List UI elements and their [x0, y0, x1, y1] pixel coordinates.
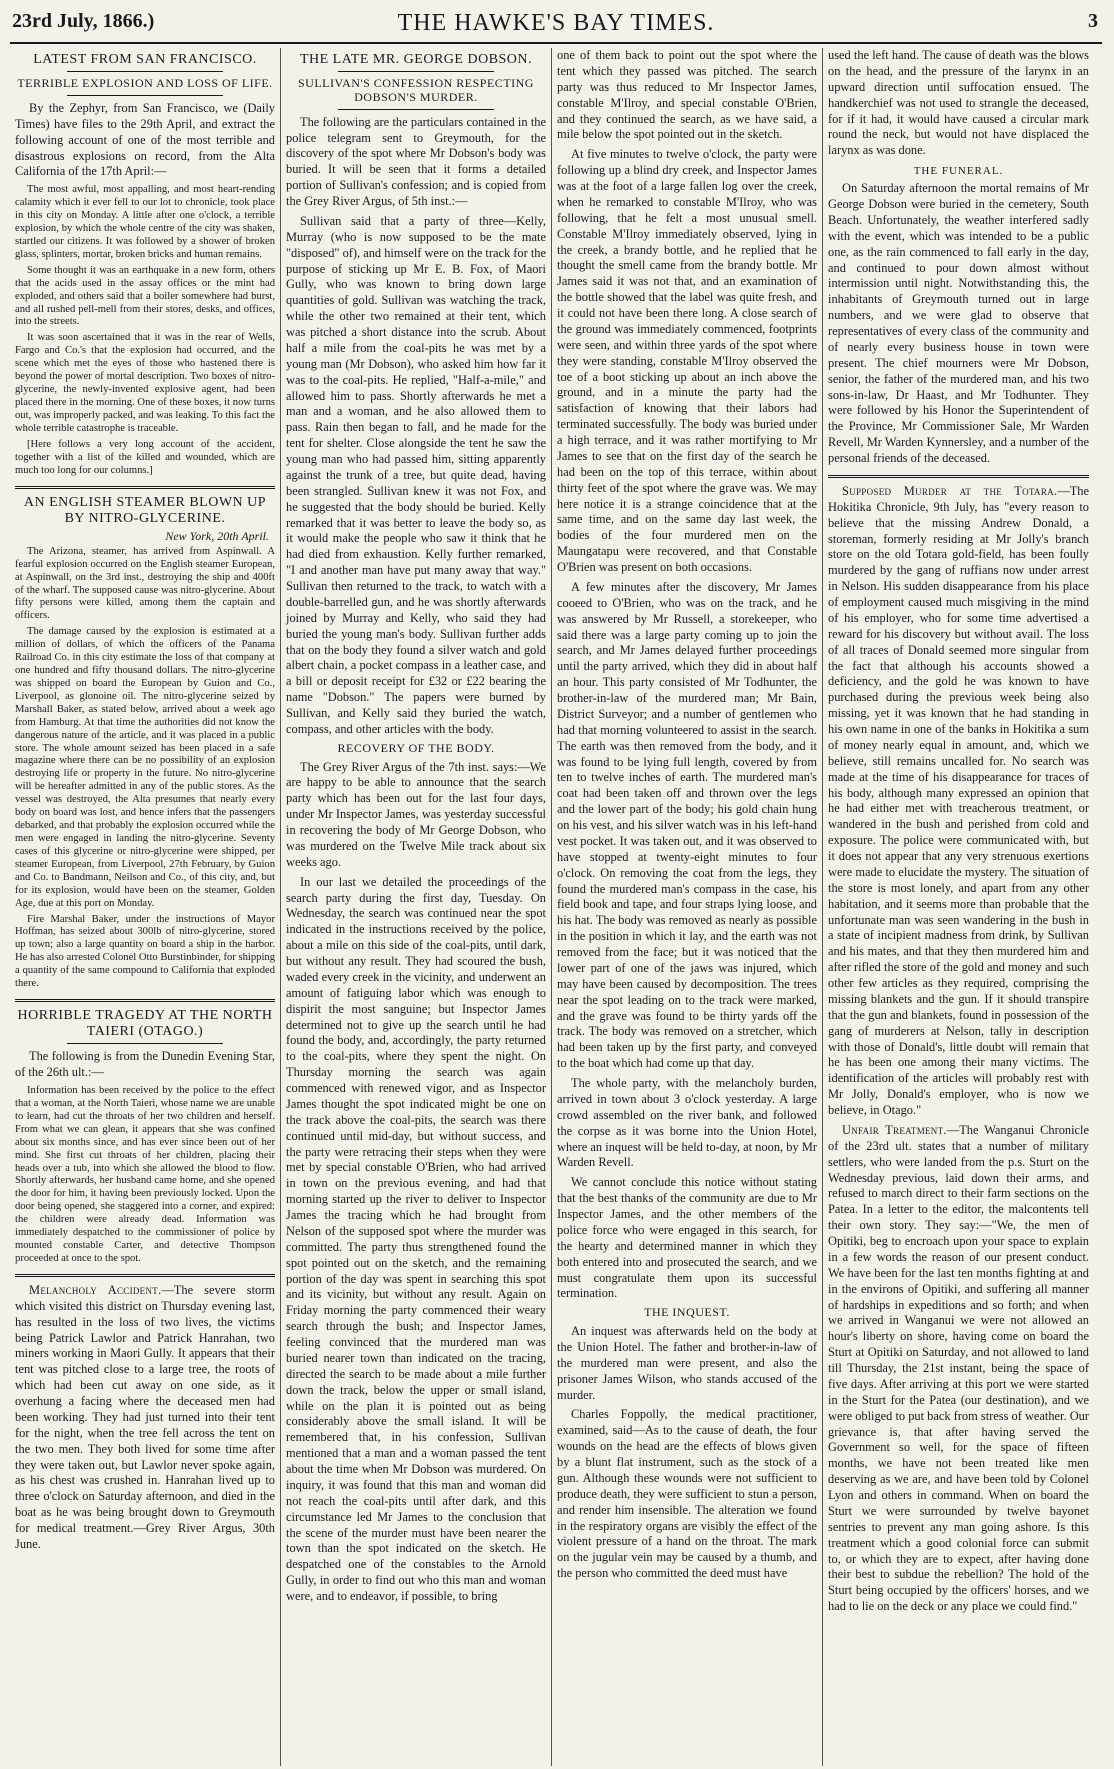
- article-paragraph: A few minutes after the discovery, Mr James cooeed to O'Brien, who was on the track, and he was answered by Mr Russell, a storekeeper, who said there was a large party coming up to join the search, and Mr James delayed further proceedings until the party arrived, which they did in about half an hour. This party consisted of Mr Todhunter, the brother-in-law of the murdered man; Mr Bain, District Surveyor; and a number of gentlemen who had that morning volunteered to assist in the search. The earth was then removed from the body, and it was found to be lying full length, covered by from ten to twelve inches of earth. The murdered man's coat had been taken off and thrown over the legs and the lower part of the body; his gold chain hung on his vest, and his silver watch was in his left-hand vest pocket. It was taken out, and it was observed to have stopped at twenty-eight minutes to four o'clock. On removing the coat from the legs, they found the murdered man's compass in the case, his field book and tape, and four straps lying loose, and his hat. The body was removed as nearly as possible in the position in which it lay, and the earth was not removed from the face; but it was noticed that the lower part of one of the jaws was injured, which may have been caused by decomposition. The trees near the spot leading on to the track were marked, and the grave was found to be thirty yards off the track. The body was removed on a stretcher, which had been taken up by the first party, and conveyed to the boat which had come up that day.: [557, 579, 817, 1071]
- column-2: [281, 48, 552, 1766]
- columns: [10, 48, 1102, 1766]
- masthead: [10, 8, 1102, 44]
- paragraph-text: —The Hokitika Chronicle, 9th July, has "every reason to believe that the missing Andrew Donald, a storeman, formerly residing at Mr Jolly's branch store on the old Totara gold-field, has been foully murdered by the gang of ruffians now under arrest in Nelson. His sudden disappearance from his place of employment caused much misgiving in the mind of his employer, who for some time advertised a reward for his discovery but without avail. The loss of all traces of Donald seemed more singular from the fact that although his accounts showed a deficiency, and the gold he was known to have purchased during the previous week being also missing, yet it was known that he had standing in his own name in one of the banks in Hokitika a sum of money nearly equal in amount, and, which we believe, still remains uncalled for. No search was made at the time of his disappearance for traces of his body, although many expressed an opinion that he had either met with treacherous treatment, or wandered in the bush and perished from cold and exposure. The police were communicated with, but it does not appear that any very strenuous exertions were made to elucidate the mystery. The situation of the store is most lonely, and apart from any other habitation, and it seems more than probable that the unfortunate man was seen wandering in the bush in a state of incipient madness from drink, by Sullivan and his mates, and that they then murdered him and after rifled the store of the gold and money and such other few articles as they required, comprising the missing blankets and the gun. If it should transpire that the gun and blankets, found in possession of the gang of murderers at Nelson, tally in description with those of Donald's, little doubt will remain that he has been one among their many victims. The identification of the articles will probably rest with Mr Jolly, Donald's employer, who is now we believe, in Otago.": [828, 483, 1089, 1117]
- article-paragraph: Some thought it was an earthquake in a new form, others that the acids used in the assay offices or the mint had exploded, and others said that a boiler somewhere had burst, and all rushed pell-mell from their stores, desks, and offices, into the streets.: [15, 264, 275, 328]
- section-divider: [15, 999, 275, 1002]
- divider: [338, 71, 494, 72]
- article-paragraph: used the left hand. The cause of death was the blows on the head, and the pressure of the larynx in an upward direction until suffocation ensued. The handkerchief was not used to strangle the deceased, for if it had, it would have caused a circular mark round the neck, but would not have displaced the larynx as was done.: [828, 48, 1089, 158]
- section-divider: [15, 486, 275, 489]
- paragraph-text: —The severe storm which visited this district on Thursday evening last, has resulted in the loss of two lives, the victims being Patrick Lawlor and Patrick Hanrahan, two miners working in Maori Gully. It appears that their tent was pitched close to a large tree, the roots of which had been cut away on one side, as it overhung a facing where the deceased men had been working. They had just turned into their tent for the night, when the tree fell across the tent on the two men. They both lived for some time after they were taken out, but Lawlor never spoke again, as his chest was crushed in. Hanrahan lived up to three o'clock on Saturday afternoon, and died in the boat as he was being brought down to Greymouth for medical treatment.—Grey River Argus, 30th June.: [15, 1282, 275, 1551]
- run-in-head: Unfair Treatment.: [842, 1122, 947, 1137]
- article-paragraph: We cannot conclude this notice without stating that the best thanks of the community are due to Mr Inspector James, and the other members of the police force who were engaged in this search, for the hearty and determined manner in which they both entered into and prosecuted the search, and we must congratulate them upon its successful termination.: [557, 1175, 817, 1301]
- divider: [338, 109, 494, 110]
- run-in-head: Melancholy Accident.: [29, 1282, 162, 1297]
- divider: [67, 71, 223, 72]
- subheadline-funeral-wrap: [828, 165, 1089, 177]
- article-paragraph: The following is from the Dunedin Evening Star, of the 26th ult.:—: [15, 1049, 275, 1080]
- article-paragraph: Charles Foppolly, the medical practitioner, examined, said—As to the cause of death, the four wounds on the head are the effects of blows given by a blunt flat instrument, such as the stock of a gun. Although these wounds were not sufficient to produce death, they were sufficient to stun a person, and render him insensible. The alteration we found in the respiratory organs are visibly the effect of the violent pressure of a hand on the throat. The mark on the jugular vein may be caused by a thumb, and the person who committed the deed must have: [557, 1407, 817, 1581]
- divider: [67, 95, 223, 96]
- article-paragraph: On Saturday afternoon the mortal remains of Mr George Dobson were buried in the cemetery, South Beach. Unfortunately, the weather interfered sadly with the event, which was intended to be a public one, as the rain commenced to fall early in the day, and continued to pour down almost without intermission until night. Notwithstanding this, the inhabitants of Greymouth turned out in large numbers, and we were glad to observe that representatives of every class of the community and of nearly every business house in town were present. The chief mourners were Mr Dobson, senior, the father of the murdered man, and his two sons-in-law, Dr Haast, and Mr Todhunter. They were followed by his Honor the Superintendent of the Province, Mr Commissioner Sale, Mr Warden Revell, Mr Warden Kynnersley, and a number of the personal friends of the deceased.: [828, 181, 1089, 465]
- article-paragraph: Fire Marshal Baker, under the instructions of Mayor Hoffman, has seized about 300lb of nitro-glycerine, stored up town; also a large quantity on board a ship in the harbor. He has also arrested Colonel Otto Burstinbinder, for shipping a quantity of the same compound to California that exploded there.: [15, 913, 275, 990]
- headline-north-taieri: HORRIBLE TRAGEDY AT THE NORTH TAIERI (OTAGO.): [17, 1008, 273, 1040]
- subheadline-funeral: THE FUNERAL.: [913, 165, 1004, 178]
- article-paragraph: At five minutes to twelve o'clock, the party were following up a blind dry creek, and Inspector James was at the foot of a large fallen log over the creek, when he remarked to constable M'Ilroy, who was following, that he felt a most unusual smell. Constable M'Ilroy immediately observed, lying in the creek, a brandy bottle, and he replied that he thought the smell came from the brandy bottle. Mr James said it was not that, and an examination of the bottle showed that the label was quite fresh, and it could not have been there long. A close search of the ground was immediately commenced, footprints were seen, and within three yards of the spot where they were standing, constable M'Ilroy observed the toe of a boot sticking up about an inch above the ground, and in a minute the party had the satisfaction of knowing that their labors had terminated successfully. The body was buried under a high terrace, and it was rather mortifying to Mr James to see that on the first day of the search he had been on the top of this terrace, within about thirty feet of the spot where the grave was. We may here notice it is a strange coincidence that at the same time, and on the same day last week, the bodies of the four murdered men on the Maungatapu were recovered, and that Constable O'Brien was present on both occasions.: [557, 147, 817, 574]
- article-paragraph: In our last we detailed the proceedings of the search party during the first day, Tuesday. On Wednesday, the search was continued near the spot indicated in the instructions received by the police, about a mile on this side of the coal-pits, until dark, but without any result. They had scoured the bush, waded every creek in the vicinity, and underwent an amount of fatiguing labor which was enough to dispirit the most sanguine; but Inspector James determined not to give up the search until he had found the body, and, accordingly, the party returned to the coal-pits, where they spent the night. On Thursday morning the search was again commenced with renewed vigor, and as Inspector James thought the spot indicated might be one on the track above the coal-pits, the search was there continued until mid-day, but without success, and the party were retracing their steps when they were met by special constable O'Brien, who had arrived in town on the previous evening, and had that morning started up the river to deliver to Inspector James the tracing which he had brought from Nelson of the supposed spot where the murder was committed. The party thus strengthened found the spot pointed out on the sketch, and the remaining portion of the day was spent in searching this spot and its vicinity, but without any result. Again on Friday morning the party commenced their weary search through the bush; and Inspector James, feeling convinced that the murdered man was buried nearer town than indicated on the tracing, directed the search to be made about a mile further down the track, below the upper or small island, while on the plan it is pointed out as being considerably above the small island. It will be remembered that, in his confession, Sullivan mentioned that a man and a woman passed the tent about the time when Mr Dobson was murdered. On inquiry, it was found that this man and woman did not reach the coal-pits until after dark, and this circumstance led Mr James to the conclusion that the scene of the murder must have been nearer the town than the spot indicated on the sketch. He despatched one of the constables to the Arnold Gully, in order to find out who this man and woman were, and to endeavor, if possible, to bring: [286, 874, 546, 1604]
- article-paragraph: The Arizona, steamer, has arrived from Aspinwall. A fearful explosion occurred on the English steamer European, at Aspinwall, on the 3rd inst., destroying the ship and 400ft of the wharf. The supposed cause was nitro-glycerine. About fifty persons were killed, among them the captain and officers.: [15, 545, 275, 622]
- article-paragraph: The most awful, most appalling, and most heart-rending calamity which it ever fell to our lot to chronicle, took place in this city on Monday. A little after one o'clock, a terrible explosion, by which the whole centre of the city was shaken, startled our citizens. It was followed by a shower of broken glass, splinters, mortar, broken bricks and human remains.: [15, 184, 275, 260]
- article-paragraph: The damage caused by the explosion is estimated at a million of dollars, of which the officers of the Panama Railroad Co. in this city estimate the loss of that company at one hundred and fifty thousand dollars. The nitro-glycerine was shipped on board the European by Guion and Co., Liverpool, as glonoine oil. The nitro-glycerine seized by Marshall Baker, as stated below, arrived about a week ago from Hamburg. At that time the authorities did not know the dangerous nature of the article, and it was placed in a public store. The whole amount seized has been placed in a safe magazine where there can be no possibility of an explosion destroying life or property in the future. No nitro-glycerine will be hereafter admitted in any of the public stores. As the vessel was destroyed, the Alta presumes that nearly every body on board was lost, and hence infers that the passengers debarked, and that probably the explosion occurred while the men were engaged in landing the nitro-glycerine. Seventy cases of this glycerine or nitro-glycerine were shipped, per steamer European, from Liverpool, 27th February, by Guion and Co. to Bandmann, Neilson and Co., of this city, and, but for its explosion, would have been on the steamer, Golden Age, due at this port on Monday.: [15, 626, 275, 909]
- article-paragraph: [828, 1123, 1089, 1615]
- article-paragraph: The Grey River Argus of the 7th inst. says:—We are happy to be able to announce that the search party which has been out for the last four days, under Mr Inspector James, was yesterday successful in recovering the body of Mr George Dobson, who was murdered on the Twelve Mile track about six weeks ago.: [286, 759, 546, 869]
- newspaper-title: THE HAWKE'S BAY TIMES.: [397, 10, 715, 36]
- article-paragraph: The whole party, with the melancholy burden, arrived in town about 3 o'clock yesterday. A large crowd assembled on the river bank, and followed the corpse as it was borne into the Union Hotel, where an inquest will be held to-day, at noon, by Mr Warden Revell.: [557, 1076, 817, 1170]
- headline-san-francisco: LATEST FROM SAN FRANCISCO.: [33, 52, 257, 67]
- column-4: [823, 48, 1094, 1766]
- article-paragraph: [828, 484, 1089, 1119]
- issue-date: 23rd July, 1866.): [12, 10, 155, 32]
- section-divider: [15, 1274, 275, 1277]
- headline-george-dobson: THE LATE MR. GEORGE DOBSON.: [299, 52, 533, 67]
- article-paragraph: Information has been received by the police to the effect that a woman, at the North Taieri, whose name we are unable to learn, had cut the throats of her two children and herself. From what we can glean, it appears that she was confined about six months since, and has ever since been out of her mind. She first cut throats of her children, placing their heads over a tub, into which she allowed the blood to flow. Shortly afterwards, her husband came home, and she opened the door for him, it having been previously locked. Upon the door being opened, she staggered into a corner, and expired: the children were already dead. Information was immediately despatched to the commissioner of police by mounted constable Carter, and detective Thompson proceeded at once to the spot.: [15, 1085, 275, 1264]
- paragraph-text: —The Wanganui Chronicle of the 23rd ult. states that a number of military settlers, who were landed from the p.s. Sturt on the Wednesday previous, laid down their arms, and refused to march direct to their farm sections on the Patea. In a letter to the editor, the malcontents tell their own story. They say:—"We, the men of Opitiki, beg to encroach upon your space to explain in a few words the reason of our present conduct. We have been for the last ten months fighting at and in the environs of Opitiki, and suffering all manner of hardships in expeditions and so forth; and when we arrived in Wanganui we were not allowed an hour's liberty on shore, having come on board the Sturt at Opitiki on Saturday, and not allowed to land till Thursday, the 21st instant, being the space of five days. After arriving at this port we were started in the Sturt for the Patea (our destination), and we were obliged to put back from stress of weather. Our grievance is, that after having served the Government so well, for the space of fifteen months, we have not been treated like men deserving as we are, and have been told by Colonel Lyon and others in command. When on board the Sturt we were surrounded by twelve bayonet sentries to prevent any man going ashore. Is this treatment which a good colonial force can submit to, or which they are to expect, after having done their best to subdue the rebellion? The hold of the Sturt being occupied by the officers' horses, and we had to lie on the deck or any place we could find.": [828, 1122, 1089, 1614]
- headline-english-steamer: AN ENGLISH STEAMER BLOWN UP BY NITRO-GLYCERINE.: [23, 494, 267, 526]
- page-number: 3: [1088, 10, 1098, 32]
- dateline: New York, 20th April.: [165, 528, 269, 543]
- column-3: [552, 48, 823, 1766]
- article-paragraph: one of them back to point out the spot where the tent which they passed was pitched. The search party was thus reduced to Mr Inspector James, constable M'Ilroy, and special constable O'Brien, and they continued the search, as we have said, a mile below the spot pointed out in the sketch.: [557, 48, 817, 142]
- run-in-head: Supposed Murder at the Totara.: [842, 483, 1058, 498]
- subheadline-inquest: THE INQUEST.: [644, 1305, 730, 1320]
- article-paragraph: Sullivan said that a party of three—Kelly, Murray (who is now supposed to be the mate "disposed" of), and himself were on the track for the purpose of sticking up Mr E. B. Fox, of Maori Gully, who was known to bring down large quantities of gold. Sullivan was watching the track, while the other two remained at their tent, which was pitched a short distance into the scrub. About half a mile from the coal-pits he was met by a young man (Mr Dobson), who asked him how far it was to the coal-pits. He replied, "Half-a-mile," and allowed him to pass. Shortly afterwards he met a man and a woman, and he also allowed them to pass. Rain then began to fall, and he made for the tent for shelter. Close alongside the tent he saw the young man who had passed him, sitting apparently against the trunk of a tree, but quite dead, having been strangled. Sullivan knew it was not Fox, and he suggested that the body should be buried. Kelly remarked that it was better to leave the body so, as it would make the people who saw it think that he had died from exhaustion. Kelly further remarked, "I and another man have put many away that way." Sullivan then returned to the track, to watch with a double-barrelled gun, and he was shortly afterwards joined by Murray and Kelly, who said they had buried the young man's body. Sullivan further adds that on the body they found a silver watch and gold albert chain, a pocket compass in a leather case, and a bill or deposit receipt for £32 or £22 bearing the name "Dobson." The papers were burned by Sullivan, and Kelly said they buried the watch, compass, and other articles with the body.: [286, 213, 546, 736]
- article-paragraph: It was soon ascertained that it was in the rear of Wells, Fargo and Co.'s that the explosion had occurred, and the scene which met the eyes of those who hastened there is beyond the power of mortal description. Two boxes of nitro-glycerine, the newly-invented explosive agent, had been placed there in the morning. One of these boxes, it now turns out, was improperly packed, and was leaking. To this fact the whole terrible catastrophe is traceable.: [15, 332, 275, 434]
- subheadline-explosion: TERRIBLE EXPLOSION AND LOSS OF LIFE.: [17, 76, 273, 91]
- section-divider: [828, 475, 1089, 478]
- subheadline-recovery: RECOVERY OF THE BODY.: [337, 740, 495, 755]
- column-1: [10, 48, 281, 1766]
- article-paragraph: An inquest was afterwards held on the body at the Union Hotel. The father and brother-in-law of the murdered man were present, and also the prisoner James Wilson, who stands accused of the murder.: [557, 1324, 817, 1402]
- article-paragraph: The following are the particulars contained in the police telegram sent to Greymouth, for the discovery of the spot where Mr Dobson's body was buried. It will be seen that it forms a detailed portion of Sullivan's confession; and is copied from the Grey River Argus, of 5th inst.:—: [286, 114, 546, 209]
- article-paragraph: By the Zephyr, from San Francisco, we (Daily Times) have files to the 29th April, and extract the following account of one of the most terrible and disastrous explosions on record, from the Alta California of the 17th April:—: [15, 100, 275, 179]
- divider: [67, 1043, 223, 1044]
- article-paragraph: [15, 1283, 275, 1553]
- article-paragraph: [Here follows a very long account of the accident, together with a list of the killed and wounded, which are much too long for our columns.]: [15, 438, 275, 476]
- subheadline-confession: SULLIVAN'S CONFESSION RESPECTING DOBSON'S MURDER.: [298, 76, 534, 104]
